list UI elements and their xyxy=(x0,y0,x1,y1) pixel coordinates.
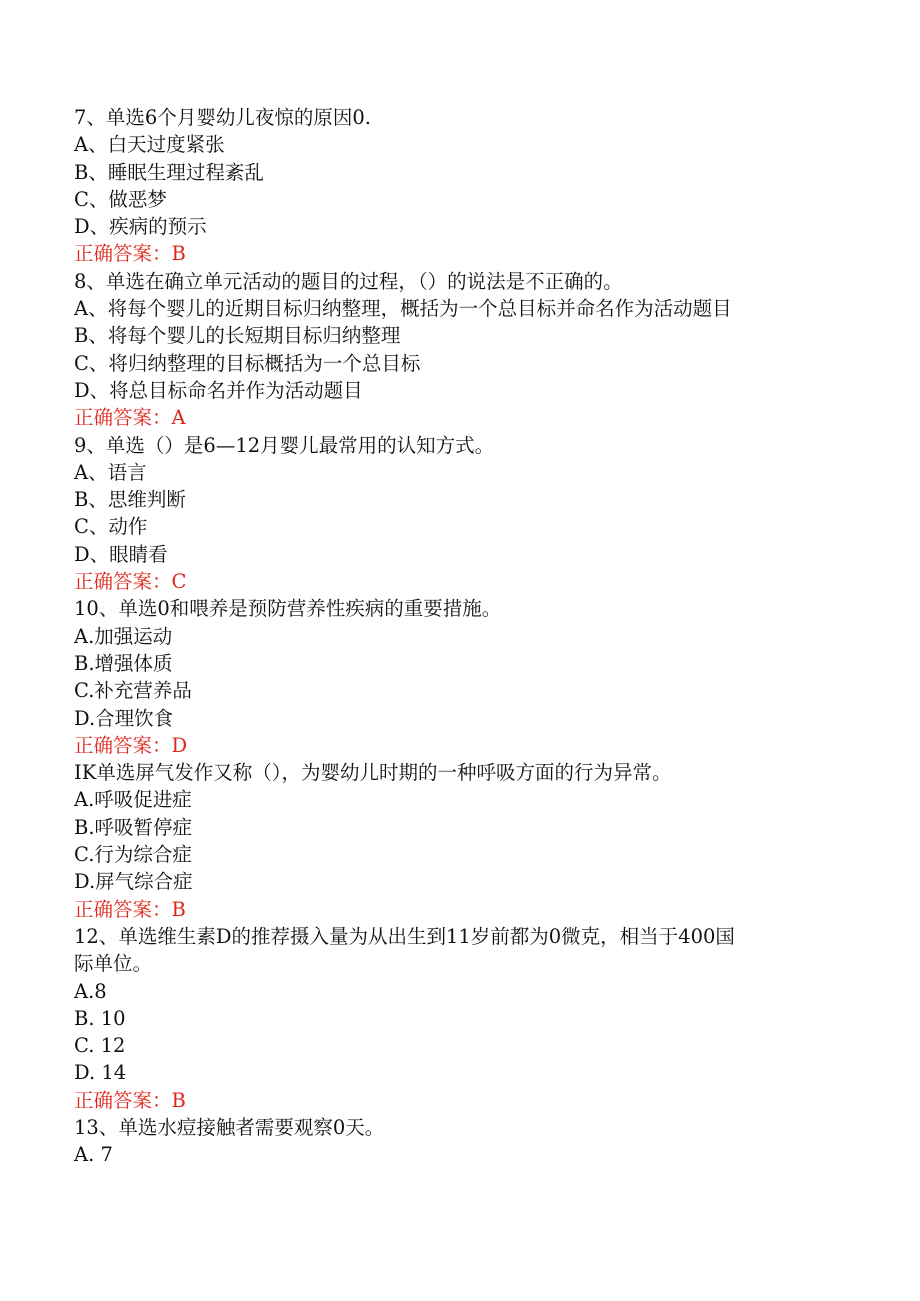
question-stem: 8、单选在确立单元活动的题目的过程，（）的说法是不正确的。 xyxy=(74,269,623,293)
option: B、思维判断 xyxy=(74,488,186,512)
correct-answer: 正确答案：A xyxy=(74,406,186,430)
option: B.呼吸暂停症 xyxy=(74,815,193,839)
question-stem: 9、单选（）是6—12月婴儿最常用的认知方式。 xyxy=(74,433,495,457)
option: C.行为综合症 xyxy=(74,843,192,867)
option: A、白天过度紧张 xyxy=(74,133,225,157)
option: B.增强体质 xyxy=(74,651,173,675)
option: C、做恶梦 xyxy=(74,187,167,211)
option: C、动作 xyxy=(74,515,148,539)
option: B、将每个婴儿的长短期目标归纳整理 xyxy=(74,324,401,348)
option: D. 14 xyxy=(74,1061,127,1085)
question-stem: 12、单选维生素D的推荐摄入量为从出生到11岁前都为0微克，相当于400国 xyxy=(74,924,735,948)
option: D、将总目标命名并作为活动题目 xyxy=(74,378,363,402)
correct-answer: 正确答案：B xyxy=(74,1088,186,1112)
correct-answer: 正确答案：B xyxy=(74,897,186,921)
option: B、睡眠生理过程紊乱 xyxy=(74,160,264,184)
option: D、疾病的预示 xyxy=(74,215,207,239)
question-stem: IK单选屏气发作又称（），为婴幼儿时期的一种呼吸方面的行为异常。 xyxy=(74,761,672,785)
document-page xyxy=(74,104,834,1169)
option: B. 10 xyxy=(74,1006,126,1030)
option: A.呼吸促进症 xyxy=(74,788,192,812)
question-stem-continued: 际单位。 xyxy=(74,952,153,976)
question-stem: 10、单选0和喂养是预防营养性疾病的重要措施。 xyxy=(74,597,502,621)
option: D、眼睛看 xyxy=(74,542,168,566)
option: A. 7 xyxy=(74,1143,113,1167)
option: C. 12 xyxy=(74,1034,126,1058)
correct-answer: 正确答案：D xyxy=(74,733,188,757)
option: D.屏气综合症 xyxy=(74,870,193,894)
question-stem: 13、单选水痘接触者需要观察0天。 xyxy=(74,1115,385,1139)
option: C.补充营养品 xyxy=(74,679,192,703)
option: A.加强运动 xyxy=(74,624,173,648)
option: A.8 xyxy=(74,979,107,1003)
correct-answer: 正确答案：B xyxy=(74,242,186,266)
question-stem: 7、单选6个月婴幼儿夜惊的原因0. xyxy=(74,106,371,129)
option: C、将归纳整理的目标概括为一个总目标 xyxy=(74,351,421,375)
option: D.合理饮食 xyxy=(74,706,174,730)
option: A、将每个婴儿的近期目标归纳整理，概括为一个总目标并命名作为活动题目 xyxy=(74,297,732,321)
option: A、语言 xyxy=(74,460,147,484)
correct-answer: 正确答案：C xyxy=(74,570,187,594)
